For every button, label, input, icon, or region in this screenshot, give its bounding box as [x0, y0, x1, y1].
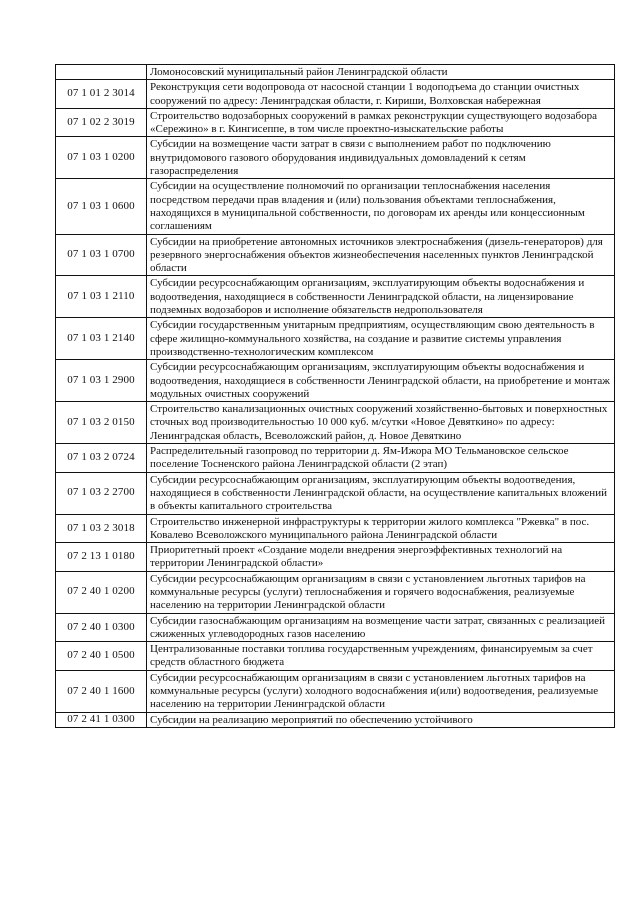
row-description: Приоритетный проект «Создание модели внедрения энергоэффективных технологий на территории Ленинградской области» — [147, 543, 615, 572]
budget-classification-table-page — [55, 64, 615, 728]
row-description: Субсидии на приобретение автономных источников электроснабжения (дизель-генераторов) для резервного энергоснабжения объектов жизнеобеспечения населенных пунктов Ленинградской области — [147, 234, 615, 276]
table-row — [56, 472, 615, 514]
table-row — [56, 179, 615, 234]
row-description: Субсидии газоснабжающим организациям на возмещение части затрат, связанных с реализацией сжиженных углеводородных газов населению — [147, 613, 615, 642]
row-code: 07 1 03 1 0600 — [56, 179, 147, 234]
budget-code-table — [55, 64, 615, 728]
table-row — [56, 613, 615, 642]
row-description: Субсидии ресурсоснабжающим организациям, эксплуатирующим объекты водоотведения, находящиеся в собственности Ленинградской области, на осуществление капитальных вложений в объекты капитального строительства — [147, 472, 615, 514]
row-description: Субсидии на возмещение части затрат в связи с выполнением работ по подключению внутридомового газового оборудования индивидуальных домовладений к сетям газораспределения — [147, 137, 615, 179]
row-description: Централизованные поставки топлива государственным учреждениям, финансируемым за счет средств областного бюджета — [147, 642, 615, 671]
row-description: Субсидии ресурсоснабжающим организациям, эксплуатирующим объекты водоснабжения и водоотведения, находящиеся в собственности Ленинградской области, на лицензирование подземных водозаборов и исполнение обязательств недропользователя — [147, 276, 615, 318]
table-row — [56, 670, 615, 712]
row-code: 07 2 40 1 0300 — [56, 613, 147, 642]
row-description: Субсидии государственным унитарным предприятиям, осуществляющим свою деятельность в сфере жилищно-коммунального хозяйства, на создание и развитие системы управления производственно-технологическим комплексом — [147, 318, 615, 360]
row-code: 07 1 03 2 3018 — [56, 514, 147, 543]
table-row — [56, 360, 615, 402]
row-description: Строительство инженерной инфраструктуры к территории жилого комплекса "Ржевка" в пос. Ковалево Всеволожского муниципального района Ленинградской области — [147, 514, 615, 543]
row-code: 07 1 03 2 2700 — [56, 472, 147, 514]
row-description: Субсидии ресурсоснабжающим организациям, эксплуатирующим объекты водоснабжения и водоотведения, находящиеся в собственности Ленинградской области, на приобретение и монтаж модульных очистных сооружений — [147, 360, 615, 402]
table-row — [56, 276, 615, 318]
table-row — [56, 642, 615, 671]
row-description: Субсидии на реализацию мероприятий по обеспечению устойчивого — [147, 712, 615, 727]
table-row — [56, 318, 615, 360]
row-code: 07 1 03 2 0724 — [56, 444, 147, 473]
table-row — [56, 514, 615, 543]
row-code: 07 2 41 1 0300 — [56, 712, 147, 727]
row-code: 07 1 03 1 2140 — [56, 318, 147, 360]
section-header-code-cell — [56, 65, 147, 80]
row-description: Строительство водозаборных сооружений в рамках реконструкции существующего водозабора «Сережино» в г. Кингисеппе, в том числе проектно-изыскательские работы — [147, 108, 615, 137]
table-row — [56, 80, 615, 109]
table-row — [56, 571, 615, 613]
row-description: Реконструкция сети водопровода от насосной станции 1 водоподъема до станции очистных сооружений по адресу: Ленинградская области, г. Кириши, Волховская набережная — [147, 80, 615, 109]
table-row — [56, 712, 615, 727]
row-code: 07 1 03 2 0150 — [56, 402, 147, 444]
table-row — [56, 234, 615, 276]
table-row — [56, 444, 615, 473]
table-row — [56, 108, 615, 137]
table-row — [56, 402, 615, 444]
row-description: Строительство канализационных очистных сооружений хозяйственно-бытовых и поверхностных сточных вод производительностью 10 000 куб. м/сутки «Новое Девяткино» по адресу: Ленинградская область, Всеволожский район, д. Новое Девяткино — [147, 402, 615, 444]
row-description: Субсидии ресурсоснабжающим организациям в связи с установлением льготных тарифов на коммунальные ресурсы (услуги) теплоснабжения и горячего водоснабжения, реализуемые населению на территории Ленинградской области — [147, 571, 615, 613]
row-code: 07 1 02 2 3019 — [56, 108, 147, 137]
row-description: Субсидии ресурсоснабжающим организациям в связи с установлением льготных тарифов на коммунальные ресурсы (услуги) холодного водоснабжения и(или) водоотведения, реализуемые населению на территории Ленинградской области — [147, 670, 615, 712]
row-code: 07 2 40 1 0200 — [56, 571, 147, 613]
row-code: 07 1 03 1 0700 — [56, 234, 147, 276]
row-code: 07 2 40 1 1600 — [56, 670, 147, 712]
row-description: Распределительный газопровод по территории д. Ям-Ижора МО Тельмановское сельское поселение Тосненского района Ленинградской области (2 этап) — [147, 444, 615, 473]
section-header-row — [56, 65, 615, 80]
section-title: Ломоносовский муниципальный район Ленинградской области — [147, 65, 615, 80]
row-code: 07 1 03 1 2900 — [56, 360, 147, 402]
table-row — [56, 137, 615, 179]
row-code: 07 2 40 1 0500 — [56, 642, 147, 671]
table-row — [56, 543, 615, 572]
row-code: 07 1 01 2 3014 — [56, 80, 147, 109]
row-code: 07 1 03 1 0200 — [56, 137, 147, 179]
row-description: Субсидии на осуществление полномочий по организации теплоснабжения населения посредством передачи прав владения и (или) пользования объектами теплоснабжения, находящихся в муниципальной собственности, по договорам их аренды или концессионным соглашениям — [147, 179, 615, 234]
row-code: 07 2 13 1 0180 — [56, 543, 147, 572]
row-code: 07 1 03 1 2110 — [56, 276, 147, 318]
